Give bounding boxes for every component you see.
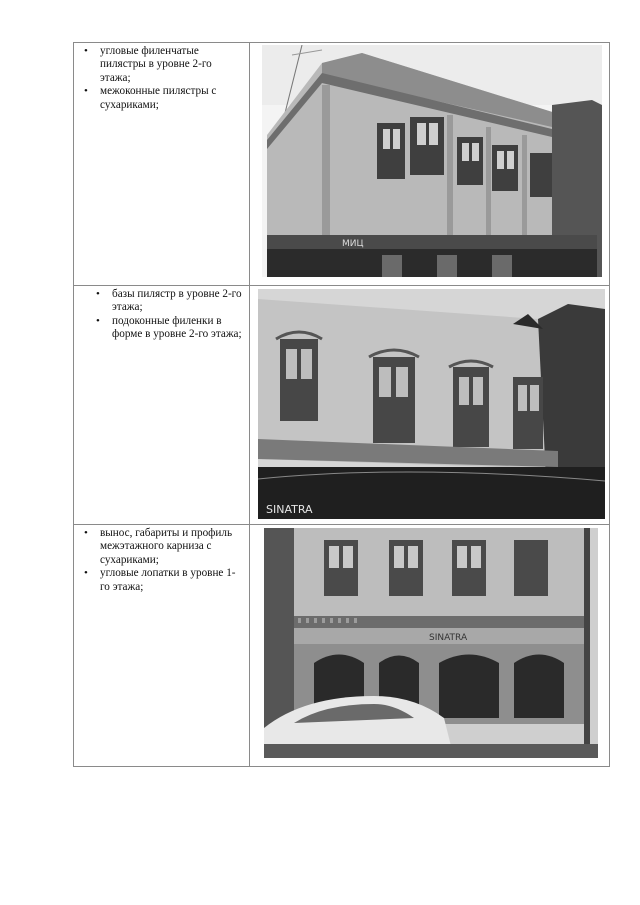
feature-item: • базы пилястр в уровне 2-го этажа; <box>74 288 245 315</box>
table-row <box>74 286 610 525</box>
feature-item: • подоконные филенки в форме в уровне 2-го этажа; <box>74 315 245 342</box>
building-photo <box>264 528 598 758</box>
feature-item: • межоконные пилястры с сухариками; <box>74 85 245 112</box>
shop-sign-text: SINATRA <box>429 633 468 643</box>
building-photo <box>258 289 605 519</box>
table-row <box>74 525 610 767</box>
table-row <box>74 43 610 286</box>
features-cell <box>74 525 250 767</box>
features-cell <box>74 43 250 286</box>
feature-list <box>74 527 249 594</box>
feature-item: • вынос, габариты и профиль межэтажного карниза с сухариками; <box>74 527 245 567</box>
shop-sign-text: SINATRA <box>266 503 313 516</box>
photo-cell <box>250 286 610 525</box>
feature-list <box>74 45 249 112</box>
feature-item: • угловые лопатки в уровне 1-го этажа; <box>74 567 245 594</box>
photo-cell <box>250 43 610 286</box>
feature-item: • угловые филенчатые пилястры в уровне 2-го этажа; <box>74 45 245 85</box>
building-photo <box>262 45 602 277</box>
shop-sign-text: МИЦ <box>342 239 364 249</box>
features-table <box>73 42 610 767</box>
feature-list <box>74 288 249 342</box>
features-cell <box>74 286 250 525</box>
photo-cell <box>250 525 610 767</box>
